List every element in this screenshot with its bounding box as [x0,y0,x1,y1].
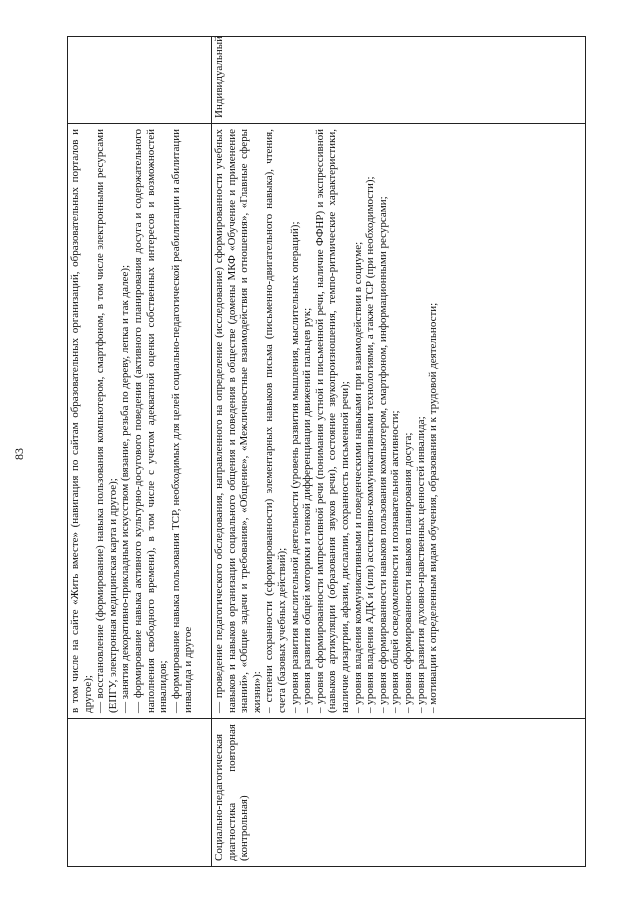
content-item: – уровня сформированности навыков пользования компьютером, смартфоном, информационными ресурсами; [376,196,389,713]
form-cell [68,37,212,124]
stage-cell: Социально-педагогическая диагностика повторная (контрольная) [212,719,586,867]
content-item: — проведение педагогического обследования, направленного на определение (исследование) сформированности учебных навыков и навыков организации социального общения и поведения в обществе (домены МКФ «Обучение и применение знаний», «Общие задачи и требования», «Общение», «Межличностные взаимодействия и отношения», «Главные сферы жизни»): [213,129,263,713]
content-item: — занятия декоративно-прикладным искусством (вязание, резьба по дереву, лепка и так далее); [119,264,132,713]
content-cell [68,124,212,719]
content-item: – уровня общей осведомленности и познавательной активности; [389,410,402,713]
content-item: — формирование навыка активного культурно-досугового поведения (активного планирования досуга и содержательного наполнения свободного времени), в том числе с учетом адекватной оценки собственных интересов и возможностей инвалидов; [131,129,170,713]
stage-cell [68,719,212,867]
content-item: – уровня развития общей моторики и тонкой дифференциации движений пальцев рук; [301,307,314,713]
content-item: – степени сохранности (сформированности) элементарных навыков письма (письменно-двигательного навыка), чтения, счета (базовых учебных действий); [263,129,288,713]
content-item: – уровня сформированности импрессивной речи (понимания устной и письменной речи, наличие ФФНР) и экспрессивной (навыков артикуляции (образования звуков речи), состояние звукопроизношения, темпо-ритмические характеристики, наличие дизартрии, афазии, дислалии, сохранность письменной речи); [313,129,351,713]
content-item: — восстановление (формирование) навыка пользования компьютером, смартфоном, в том числе электронными ресурсами (ЕПГУ, электронная медицинская карта и другое); [94,129,119,713]
content-item: — формирование навыка пользования ТСР, необходимых для целей социально-педагогической реабилитации и абилитации инвалида и другое [169,129,195,713]
content-item: – уровня владения коммуникативными и поведенческими навыками при взаимодействии в социуме; [351,241,364,713]
table-row [212,37,586,867]
table-row [68,37,212,867]
form-cell: Индивидуальный [212,37,586,124]
content-item: в том числе на сайте «Жить вместе» (навигация по сайтам образовательных организаций, образовательных порталов и другое); [69,129,94,713]
rehabilitation-table [67,37,587,867]
content-item: – уровня сформированности навыков планирования досуга; [401,432,414,713]
content-item: – мотивации к определенным видам обучения, образования и к трудовой деятельности; [427,302,440,713]
content-item: – уровня развития духовно-нравственных ценностей инвалида; [414,416,427,713]
content-item: – уровня владения АДК и (или) ассистивно-коммуникативными технологиями, а также ТСР (при необходимости); [364,176,377,713]
page-number: 83 [12,448,26,460]
content-item: – уровня развития мыслительной деятельности (уровень развития мышления, мыслительных операций); [288,221,301,713]
content-cell [212,124,586,719]
